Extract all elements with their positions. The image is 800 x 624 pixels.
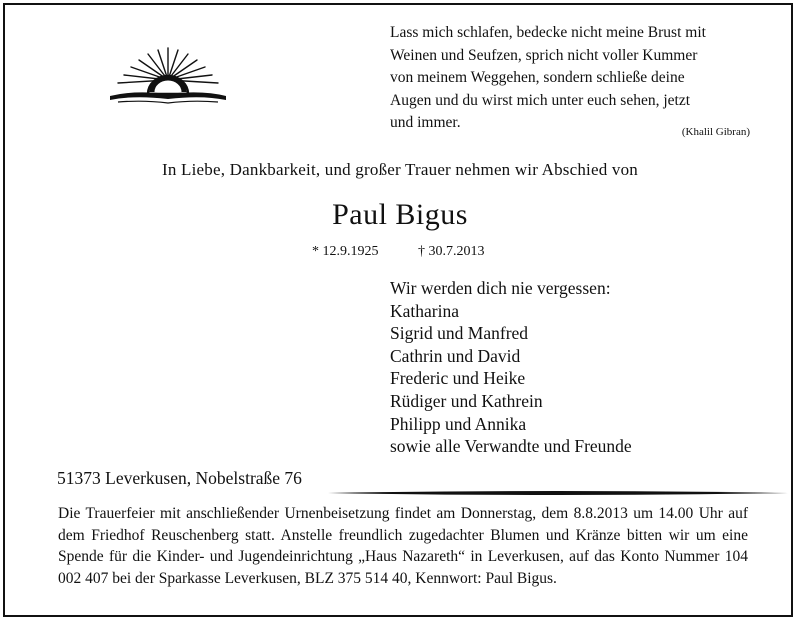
intro-line: In Liebe, Dankbarkeit, und großer Trauer nehmen wir Abschied von: [162, 160, 638, 179]
mourner-entry: Frederic und Heike: [390, 368, 526, 389]
rising-sun-icon: [104, 40, 232, 116]
quote-line: Lass mich schlafen, bedecke nicht meine Brust mit: [390, 24, 706, 41]
quote-line: Augen und du wirst mich unter euch sehen, jetzt: [390, 91, 691, 109]
quote-line: Weinen und Seufzen, sprich nicht voller Kummer: [390, 46, 698, 64]
mourner-entry: Katharina: [390, 300, 459, 321]
quote-line: von meinem Weggehen, sondern schließe deine: [390, 69, 685, 86]
quote-line: und immer.: [390, 114, 461, 131]
funeral-notice: Die Trauerfeier mit anschließender Urnenbeisetzung findet am Donnerstag, dem 8.8.2013 um 14.00 Uhr auf dem Friedhof Reuschenberg statt. Anstelle freundlich zugedachter Blumen und Kränze bitten wir um eine Spende für die Kinder- und Jugendeinrichtung „Haus Nazareth“ in Leverkusen, auf das Konto Nummer 104 002 407 bei der Sparkasse Leverkusen, BLZ 375 514 40, Kennwort: Paul Bigus.: [58, 505, 748, 587]
mourner-entry: Philipp und Annika: [390, 413, 527, 434]
mourners-list: [390, 277, 632, 458]
mourner-entry: Sigrid und Manfred: [390, 323, 529, 344]
family-address: 51373 Leverkusen, Nobelstraße 76: [57, 468, 302, 488]
mourners-heading: Wir werden dich nie vergessen:: [390, 278, 611, 298]
death-date: † 30.7.2013: [418, 244, 485, 259]
quote-block: [390, 22, 760, 135]
mourner-entry: sowie alle Verwandte und Freunde: [390, 436, 632, 457]
mourner-entry: Rüdiger und Kathrein: [390, 390, 543, 411]
divider-rule: [328, 490, 788, 496]
mourner-entry: Cathrin und David: [390, 345, 521, 366]
quote-author: (Khalil Gibran): [681, 126, 750, 138]
deceased-name: Paul Bigus: [332, 198, 468, 231]
birth-date: * 12.9.1925: [312, 244, 379, 259]
